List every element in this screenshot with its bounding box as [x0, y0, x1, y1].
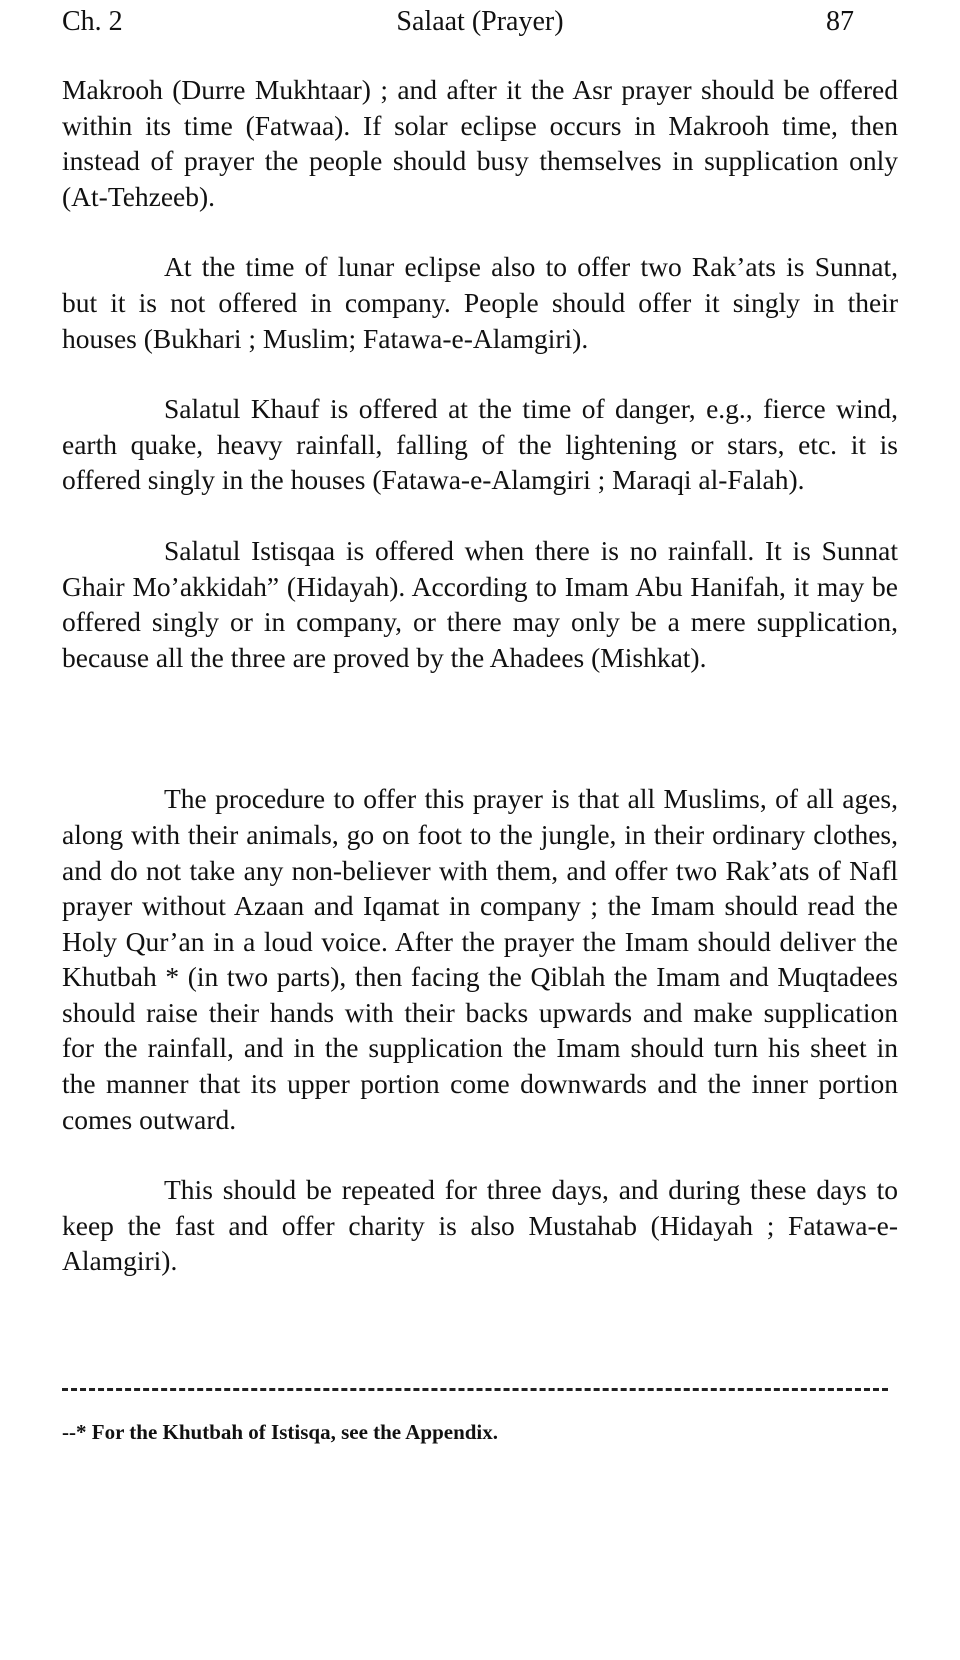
footnote-marker: --* — [62, 1420, 87, 1444]
footnote-text: For the Khutbah of Istisqa, see the Appendix. — [91, 1420, 499, 1444]
page-header — [62, 4, 898, 40]
paragraph-eclipse-continued: Makrooh (Durre Mukhtaar) ; and after it the Asr prayer should be offered within its time (Fatwaa). If solar eclipse occurs in Makrooh time, then instead of prayer the people should busy themselves in supplication only (At-Tehzeeb). — [62, 74, 898, 212]
running-title: Salaat (Prayer) — [396, 6, 564, 37]
footnote — [62, 1418, 898, 1446]
page-number: 87 — [826, 6, 854, 37]
paragraph-salatul-istisqaa: Salatul Istisqaa is offered when there is no rainfall. It is Sunnat Ghair Mo’akkidah” (Hidayah). According to Imam Abu Hanifah, it may be offered singly or in company, or there may only be a mere supplication, because all the three are proved by the Ahadees (Mishkat). — [62, 534, 898, 673]
chapter-label: Ch. 2 — [62, 6, 123, 37]
body-text — [62, 72, 898, 1279]
footnote-divider — [62, 1388, 888, 1391]
paragraph-salatul-khauf: Salatul Khauf is offered at the time of danger, e.g., fierce wind, earth quake, heavy rainfall, falling of the lightening or stars, etc. it is offered singly in the houses (Fatawa-e-Alamgiri ; Maraqi al-Falah). — [62, 393, 898, 496]
paragraph-repetition: This should be repeated for three days, and during these days to keep the fast and offer charity is also Mustahab (Hidayah ; Fatawa-e-Alamgiri). — [62, 1174, 898, 1277]
paragraph-lunar-eclipse: At the time of lunar eclipse also to offer two Rak’ats is Sunnat, but it is not offered in company. People should offer it singly in their houses (Bukhari ; Muslim; Fatawa-e-Alamgiri). — [62, 251, 898, 354]
paragraph-procedure: The procedure to offer this prayer is that all Muslims, of all ages, along with their animals, go on foot to the jungle, in their ordinary clothes, and do not take any non-believer with them, and offer two Rak’ats of Nafl prayer without Azaan and Iqamat in company ; the Imam should read the Holy Qur’an in a loud voice. After the prayer the Imam should deliver the Khutbah * (in two parts), then facing the Qiblah the Imam and Muqtadees should raise their hands with their backs upwards and make supplication for the rainfall, and in the supplication the Imam should turn his sheet in the manner that its upper portion come downwards and the inner portion comes outward. — [62, 783, 898, 1135]
